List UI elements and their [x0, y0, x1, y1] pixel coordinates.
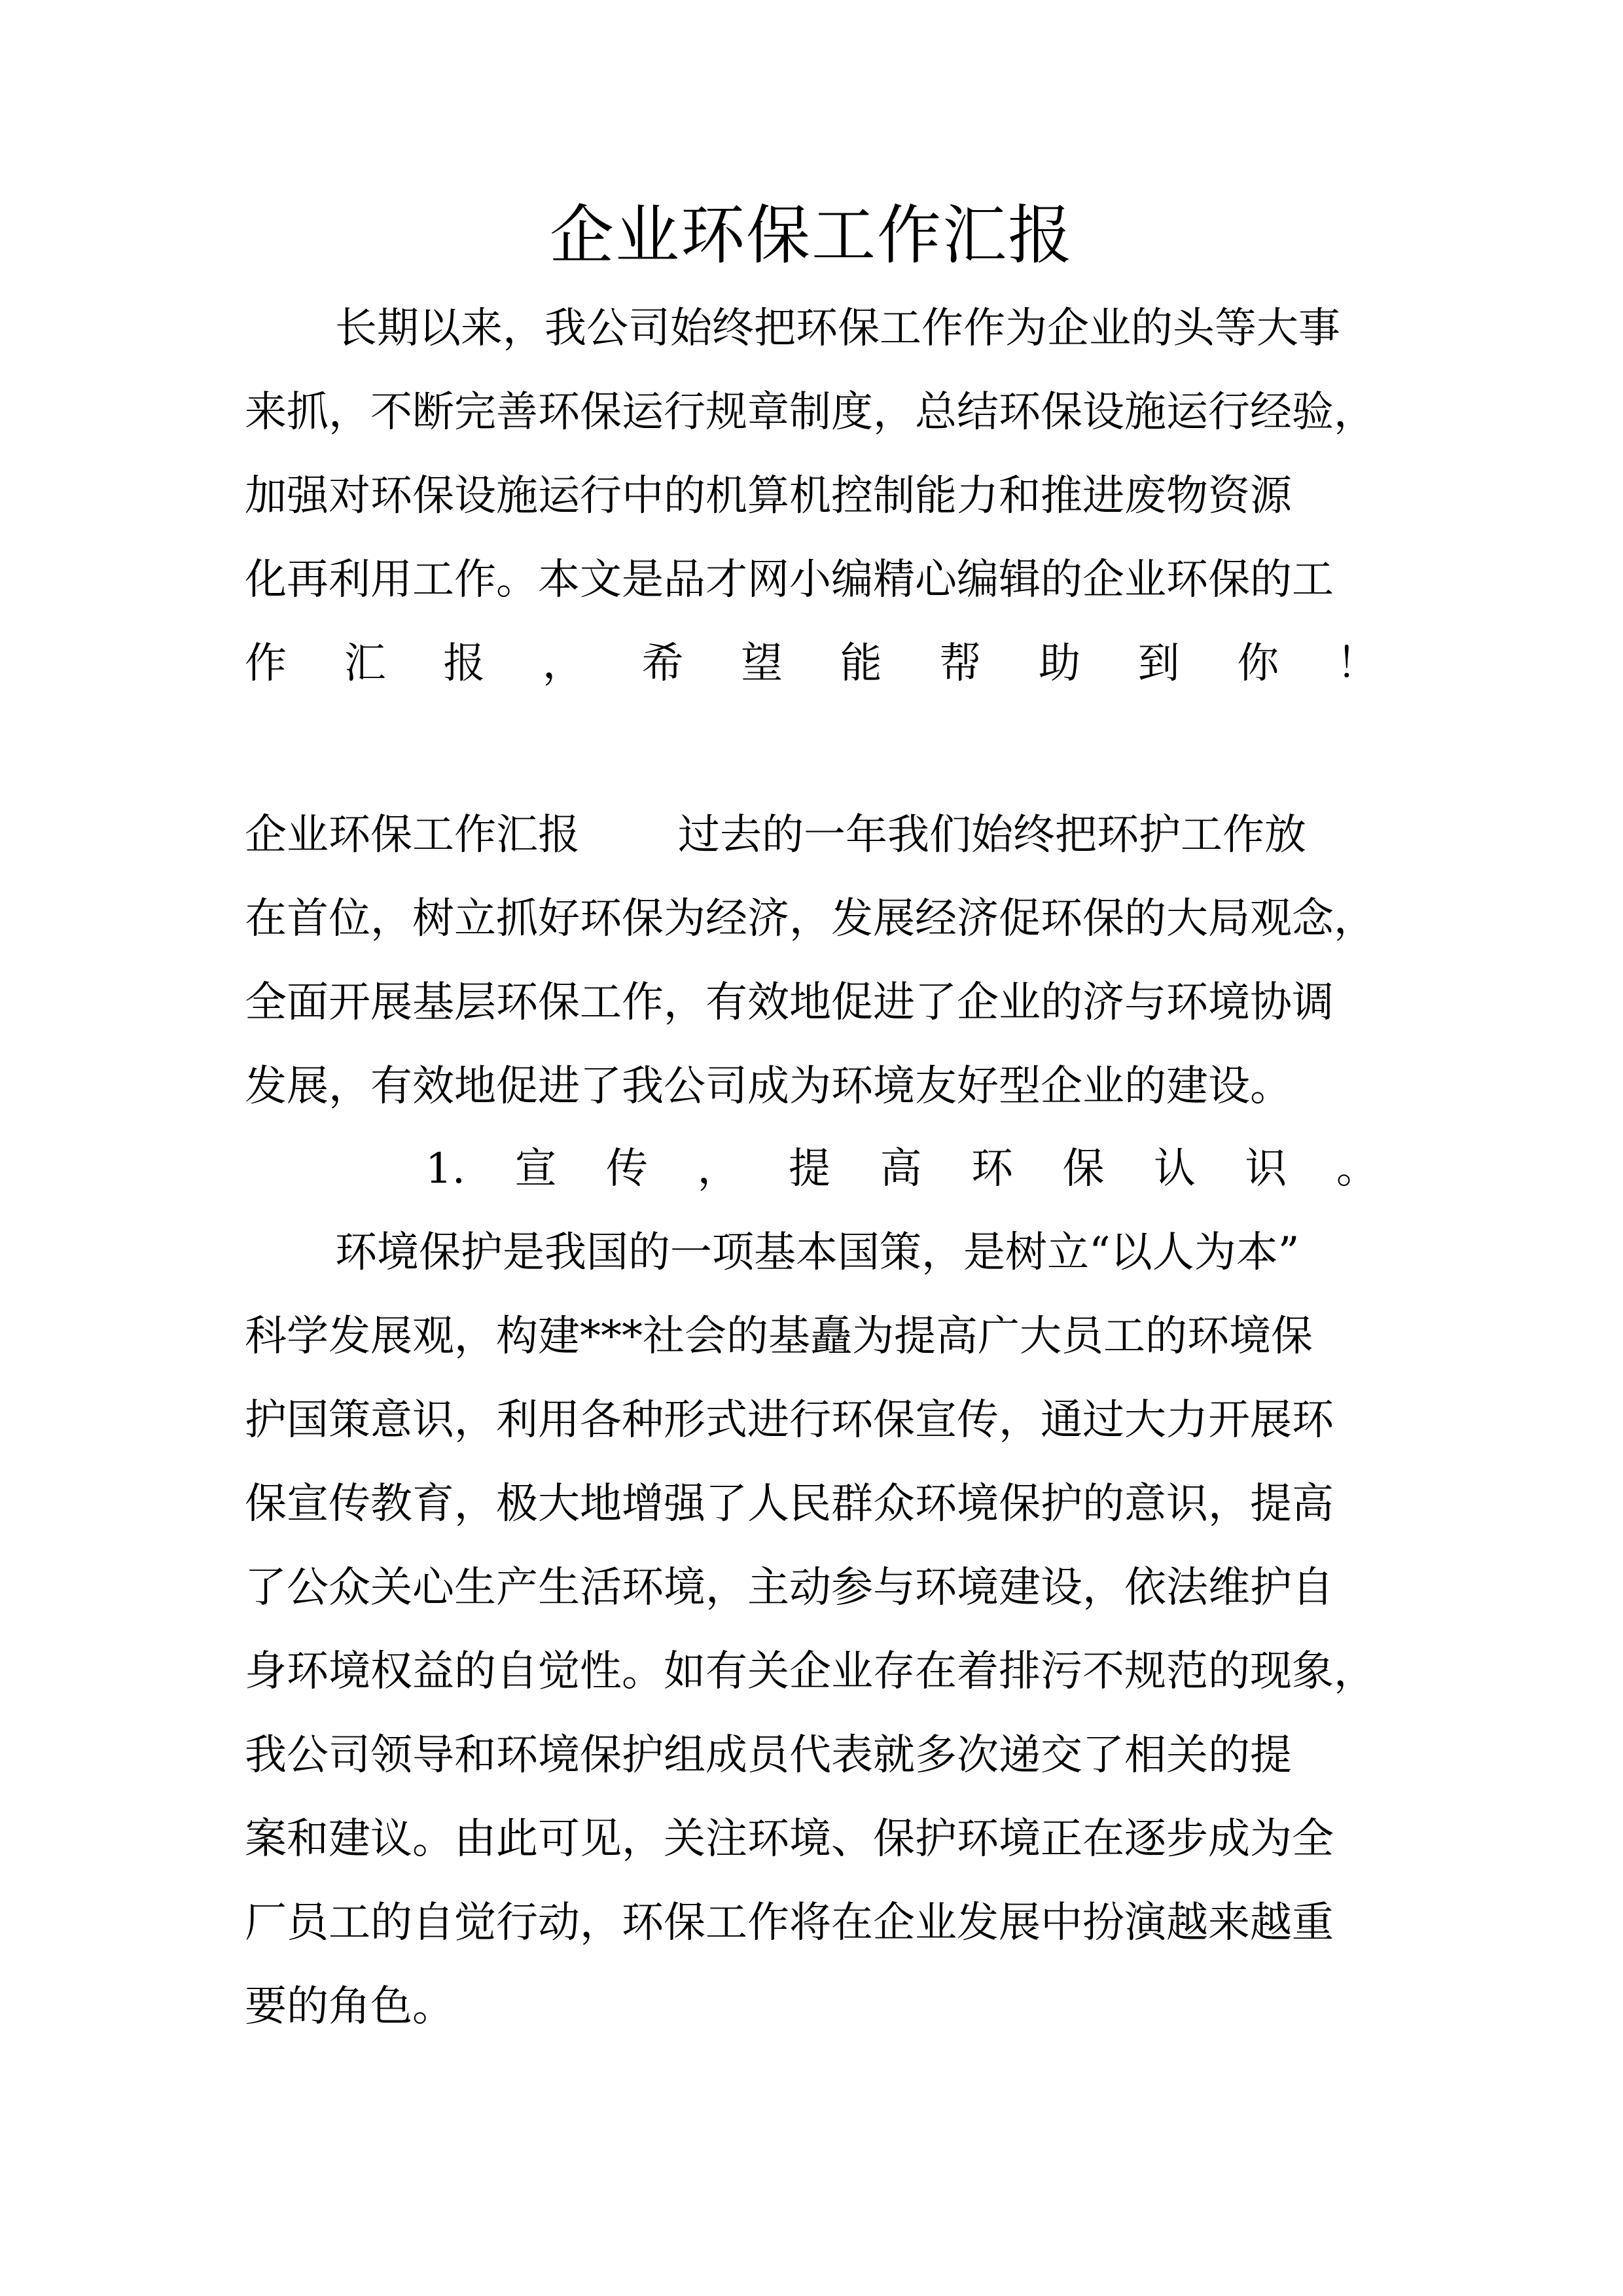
paragraph-line: 科学发展观，构建***社会的基矗为提高广大员工的环境保	[245, 1312, 1313, 1361]
char: 望	[741, 639, 783, 688]
char: 汇	[344, 639, 386, 688]
section-1-paragraph	[245, 1211, 1378, 2049]
heading-char: 提	[789, 1145, 830, 1193]
report-first-line-text: 过去的一年我们始终把环护工作放	[678, 811, 1306, 859]
char: ，	[542, 639, 584, 688]
paragraph-line: 了公众关心生产生活环境，主动参与环境建设，依法维护自	[245, 1564, 1334, 1612]
char: 帮	[939, 639, 982, 688]
paragraph-line: 我公司领导和环境保护组成员代表就多次递交了相关的提	[245, 1731, 1292, 1780]
heading-char: 认	[1153, 1145, 1196, 1193]
paragraph-line: 厂员工的自觉行动，环保工作将在企业发展中扮演越来越重	[245, 1899, 1334, 1947]
heading-char: 宣	[514, 1145, 557, 1193]
document-title: 企业环保工作汇报	[549, 198, 1073, 273]
heading-char: 环	[971, 1145, 1013, 1193]
heading-char: 。	[1336, 1145, 1378, 1193]
char: ！	[1336, 639, 1378, 688]
paragraph-line: 加强对环保设施运行中的机算机控制能力和推进废物资源	[245, 472, 1292, 520]
paragraph-line: 发展，有效地促进了我公司成为环境友好型企业的建设。	[245, 1062, 1292, 1111]
paragraph-line: 要的角色。	[245, 1982, 454, 2031]
section-1-heading	[425, 1127, 1378, 1211]
paragraph-line	[245, 793, 1378, 877]
paragraph-line: 长期以来，我公司始终把环保工作作为企业的头等大事	[335, 304, 1340, 353]
char: 到	[1137, 639, 1180, 688]
paragraph-line: 化再利用工作。本文是品才网小编精心编辑的企业环保的工	[245, 556, 1334, 604]
heading-char: 保	[1062, 1145, 1105, 1193]
char: 你	[1237, 639, 1279, 688]
paragraph-line: 在首位，树立抓好环保为经济，发展经济促环保的大局观念，	[245, 895, 1376, 943]
paragraph-line: 护国策意识，利用各种形式进行环保宣传，通过大力开展环	[245, 1396, 1334, 1444]
char: 希	[641, 639, 684, 688]
paragraph-justified-line	[245, 622, 1378, 706]
char: 能	[840, 639, 882, 688]
char: 助	[1039, 639, 1080, 688]
heading-char: ，	[697, 1145, 740, 1193]
heading-char: 传	[606, 1145, 649, 1193]
paragraph-line: 案和建议。由此可见，关注环境、保护环境正在逐步成为全	[245, 1815, 1334, 1863]
heading-char: 1.	[425, 1145, 466, 1193]
intro-paragraph	[245, 287, 1378, 706]
report-paragraph	[245, 793, 1378, 1128]
paragraph-line: 全面开展基层环保工作，有效地促进了企业的济与环境协调	[245, 978, 1334, 1027]
report-label: 企业环保工作汇报	[245, 811, 580, 859]
char: 报	[443, 639, 486, 688]
paragraph-line: 来抓，不断完善环保运行规章制度，总结环保设施运行经验，	[245, 388, 1376, 437]
char: 作	[245, 639, 287, 688]
paragraph-line: 身环境权益的自觉性。如有关企业存在着排污不规范的现象，	[245, 1647, 1376, 1696]
paragraph-line: 环境保护是我国的一项基本国策，是树立“以人为本”	[335, 1229, 1300, 1277]
heading-char: 识	[1245, 1145, 1287, 1193]
paragraph-line: 保宣传教育，极大地增强了人民群众环境保护的意识，提高	[245, 1480, 1334, 1528]
heading-char: 高	[880, 1145, 922, 1193]
